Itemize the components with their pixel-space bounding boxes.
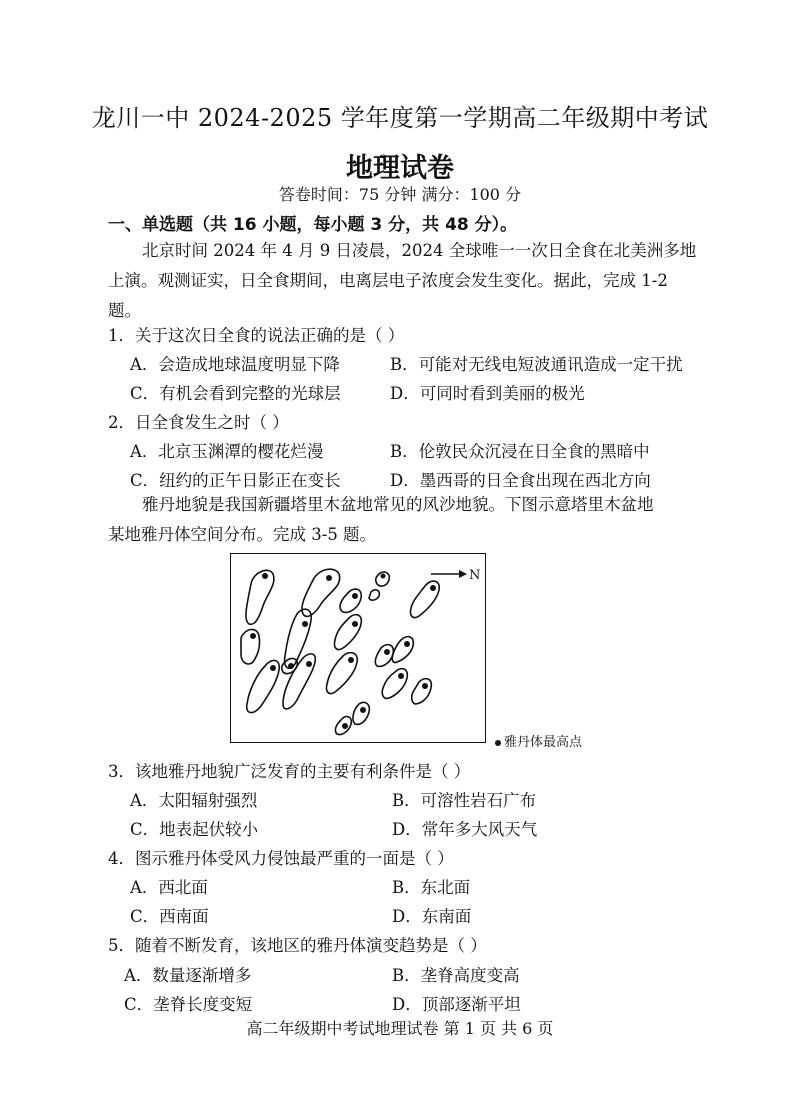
yardang-peak — [326, 575, 332, 581]
yardang-body — [334, 615, 361, 650]
yardang-body — [392, 637, 413, 663]
question-4-option-b[interactable]: B．东北面 — [392, 878, 471, 897]
passage-1-line-1: 北京时间 2024 年 4 月 9 日凌晨，2024 全球唯一一次日全食在北美洲多地 — [142, 241, 697, 260]
passage-2-line-2: 某地雅丹体空间分布。完成 3-5 题。 — [108, 525, 377, 544]
yardang-body — [241, 629, 260, 664]
question-2-option-c[interactable]: C．纽约的正午日影正在变长 — [130, 471, 341, 490]
yardang-peak — [398, 673, 404, 679]
question-5-option-d[interactable]: D．顶部逐渐平坦 — [392, 995, 521, 1014]
passage-1 — [108, 236, 698, 326]
section-heading: 一、单选题（共 16 小题，每小题 3 分，共 48 分）。 — [108, 215, 518, 235]
question-1-option-d[interactable]: D．可同时看到美丽的极光 — [390, 384, 585, 403]
question-3-option-d[interactable]: D．常年多大风天气 — [392, 820, 538, 839]
yardang-peak — [352, 621, 358, 627]
question-2-option-d[interactable]: D．墨西哥的日全食出现在西北方向 — [390, 471, 651, 490]
question-4-option-a[interactable]: A．西北面 — [130, 878, 208, 897]
yardang-body — [353, 702, 369, 724]
question-5-option-a[interactable]: A．数量逐渐增多 — [124, 966, 252, 985]
yardang-map-drawing — [231, 554, 487, 744]
yardang-body — [412, 679, 432, 704]
question-2-option-a[interactable]: A．北京玉渊潭的樱花烂漫 — [130, 442, 324, 461]
yardang-peak — [384, 649, 390, 655]
question-3-option-b[interactable]: B．可溶性岩石广布 — [392, 791, 537, 810]
question-2-stem: 2．日全食发生之时（ ） — [108, 413, 289, 432]
yardang-peak — [352, 593, 358, 599]
passage-1-line-3: 题。 — [108, 301, 141, 320]
yardang-peak — [348, 657, 354, 663]
exam-meta: 答卷时间：75 分钟 满分：100 分 — [278, 185, 522, 204]
legend-label: 雅丹体最高点 — [504, 735, 583, 750]
yardang-peak — [430, 585, 436, 591]
passage-2 — [108, 490, 698, 550]
yardang-body — [246, 570, 274, 624]
yardang-peak — [288, 663, 294, 669]
yardang-peak — [381, 574, 386, 579]
yardang-body — [375, 645, 393, 667]
question-5-option-b[interactable]: B．垄脊高度变高 — [392, 966, 520, 985]
yardang-outlines — [241, 569, 439, 734]
question-1-option-a[interactable]: A．会造成地球温度明显下降 — [130, 355, 340, 374]
yardang-peak — [404, 641, 410, 647]
north-arrow-head — [459, 570, 467, 578]
yardang-peak — [306, 661, 312, 667]
yardang-peaks — [250, 573, 436, 729]
question-1-option-c[interactable]: C．有机会看到完整的光球层 — [130, 384, 341, 403]
page-footer: 高二年级期中考试地理试卷 第 1 页 共 6 页 — [246, 1019, 554, 1038]
yardang-peak — [250, 633, 256, 639]
yardang-peak — [422, 683, 428, 689]
map-legend — [495, 731, 582, 750]
yardang-peak — [302, 621, 308, 627]
exam-title: 龙川一中 2024-2025 学年度第一学期高二年级期中考试 — [91, 104, 709, 132]
question-4-stem: 4．图示雅丹体受风力侵蚀最严重的一面是（ ） — [108, 849, 454, 868]
yardang-body — [382, 669, 407, 699]
yardang-peak — [262, 573, 268, 579]
subject-title: 地理试卷 — [346, 153, 454, 184]
yardang-peak — [342, 723, 348, 729]
question-3-stem: 3．该地雅丹地貌广泛发育的主要有利条件是（ ） — [108, 762, 471, 781]
passage-1-line-2: 上演。观测证实，日全食期间，电离层电子浓度会发生变化。据此，完成 1-2 — [108, 271, 668, 290]
passage-2-line-1: 雅丹地貌是我国新疆塔里木盆地常见的风沙地貌。下图示意塔里木盆地 — [142, 495, 654, 514]
question-3-option-a[interactable]: A．太阳辐射强烈 — [130, 791, 258, 810]
yardang-body — [369, 590, 379, 600]
question-4-option-d[interactable]: D．东南面 — [392, 907, 472, 926]
yardang-peak — [360, 707, 366, 713]
question-1-option-b[interactable]: B．可能对无线电短波通讯造成一定干扰 — [390, 355, 683, 374]
question-2-option-b[interactable]: B．伦敦民众沉浸在日全食的黑暗中 — [390, 442, 650, 461]
yardang-map — [230, 553, 486, 743]
question-4-option-c[interactable]: C．西南面 — [130, 907, 209, 926]
north-label: N — [469, 568, 481, 583]
yardang-body — [340, 589, 361, 612]
question-5-option-c[interactable]: C．垄脊长度变短 — [124, 995, 253, 1014]
legend-dot-icon — [495, 740, 501, 746]
question-1-stem: 1．关于这次日全食的说法正确的是（ ） — [108, 326, 405, 345]
north-arrow — [431, 568, 480, 583]
question-5-stem: 5．随着不断发育，该地区的雅丹体演变趋势是（ ） — [108, 936, 487, 955]
question-3-option-c[interactable]: C．地表起伏较小 — [130, 820, 259, 839]
yardang-peak — [270, 665, 276, 671]
